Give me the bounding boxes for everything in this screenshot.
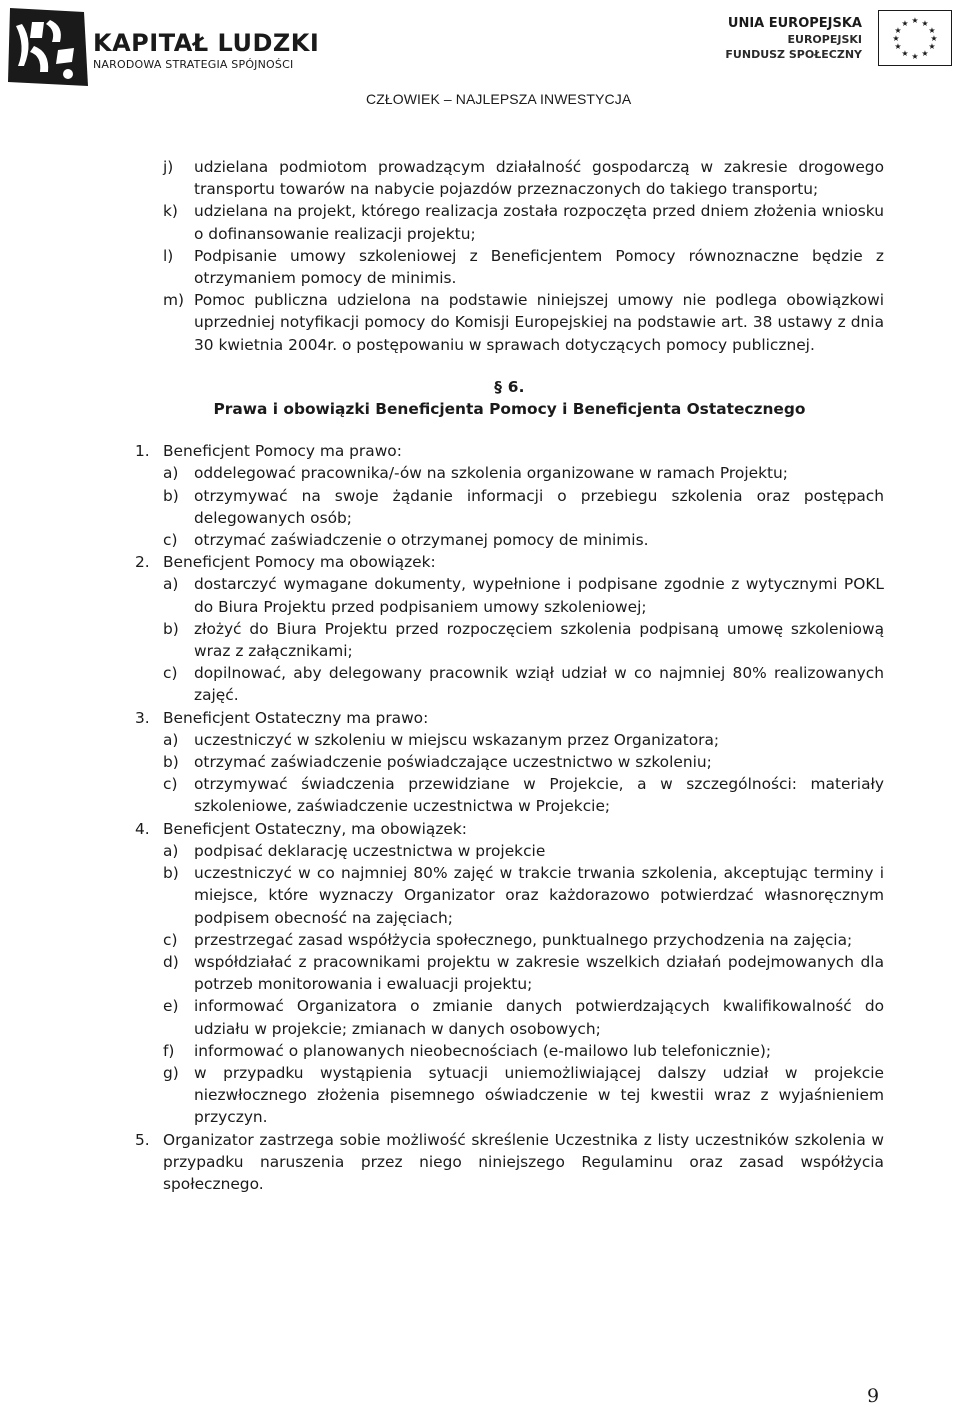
sub-item bbox=[163, 929, 884, 951]
sub-item bbox=[163, 995, 884, 1039]
sub-item bbox=[163, 573, 884, 617]
list-item-text: udzielana podmiotom prowadzącym działalność gospodarczą w zakresie drogowego transportu towarów na nabycie pojazdów przeznaczonych do takiego transportu; bbox=[194, 158, 884, 199]
sub-item-label: c) bbox=[163, 664, 178, 683]
numbered-item-label: 5. bbox=[135, 1130, 150, 1149]
document-body bbox=[135, 156, 884, 1195]
section-title: Prawa i obowiązki Beneficjenta Pomocy i Beneficjenta Ostatecznego bbox=[213, 400, 806, 419]
sub-item-text: informować o planowanych nieobecnościach (e-mailowo lub telefonicznie); bbox=[194, 1041, 772, 1060]
numbered-item-label: 1. bbox=[135, 442, 150, 461]
sub-item-label: c) bbox=[163, 930, 178, 949]
sub-item-text: uczestniczyć w szkoleniu w miejscu wskazanym przez Organizatora; bbox=[194, 730, 720, 749]
sub-item-text: złożyć do Biura Projektu przed rozpoczęciem szkolenia podpisaną umowę szkoleniową wraz z załącznikami; bbox=[194, 619, 884, 661]
kapital-ludzki-title: KAPITAŁ LUDZKI bbox=[93, 29, 320, 57]
list-item bbox=[163, 245, 884, 289]
motto: CZŁOWIEK – NAJLEPSZA INWESTYCJA bbox=[366, 91, 632, 107]
list-item-text: Pomoc publiczna udzielona na podstawie niniejszej umowy nie podlega obowiązkowi uprzedniej notyfikacji pomocy do Komisji Europejskiej na podstawie art. 38 ustawy z dnia 30 kwietnia 2004r. o postępowaniu w sprawach dotyczących pomocy publicznej. bbox=[194, 291, 884, 354]
svg-text:★: ★ bbox=[921, 49, 929, 58]
list-item bbox=[163, 289, 884, 356]
sub-item-text: uczestniczyć w co najmniej 80% zajęć w trakcie trwania szkolenia, akceptując terminy i miejsce, które wyznaczy Organizator oraz każdorazowo potwierdzać własnoręcznym podpisem obecność na zajęciach; bbox=[194, 864, 884, 927]
numbered-item-text: Beneficjent Pomocy ma obowiązek: bbox=[163, 553, 436, 572]
sub-item bbox=[163, 751, 884, 773]
sub-item-text: otrzymać zaświadczenie o otrzymanej pomocy de minimis. bbox=[194, 531, 649, 550]
svg-text:★: ★ bbox=[911, 52, 919, 61]
sub-item-text: współdziałać z pracownikami projektu w zakresie wszelkich działań podejmowanych dla potrzeb monitorowania i ewaluacji projektu; bbox=[194, 952, 884, 994]
sub-item-label: b) bbox=[163, 619, 179, 638]
numbered-item-text: Beneficjent Ostateczny ma prawo: bbox=[163, 708, 429, 727]
svg-text:★: ★ bbox=[911, 16, 919, 25]
list-item-label: k) bbox=[163, 202, 178, 221]
sub-item-text: informować Organizatora o zmianie danych potwierdzających kwalifikowalność do udziału w projekcie; zmianach w danych osobowych; bbox=[194, 997, 884, 1038]
list-item-label: j) bbox=[163, 158, 174, 176]
sub-item-label: e) bbox=[163, 997, 179, 1016]
eu-stars-flag-icon bbox=[878, 10, 952, 66]
sub-item-text: przestrzegać zasad współżycia społecznego, punktualnego przychodzenia na zajęcia; bbox=[194, 930, 853, 949]
sub-item bbox=[163, 773, 884, 817]
list-item-text: udzielana na projekt, którego realizacja została rozpoczęta przed dniem złożenia wniosku o dofinansowanie realizacji projektu; bbox=[194, 202, 884, 243]
numbered-item bbox=[135, 1129, 884, 1196]
numbered-item-label: 2. bbox=[135, 553, 150, 572]
sub-item bbox=[163, 662, 884, 706]
kapital-ludzki-logo-icon bbox=[4, 2, 92, 90]
sub-item-text: otrzymać zaświadczenie poświadczające uczestnictwo w szkoleniu; bbox=[194, 753, 712, 772]
sub-item-text: dopilnować, aby delegowany pracownik wziął udział w co najmniej 80% realizowanych zajęć. bbox=[194, 664, 884, 705]
sub-item bbox=[163, 462, 884, 484]
sub-item-text: w przypadku wystąpienia sytuacji uniemożliwiającej dalszy udział w projekcie niezwłocznego złożenia pisemnego oświadczenie w tej kwestii wraz z wyjaśnieniem przyczyn. bbox=[194, 1063, 884, 1127]
svg-text:★: ★ bbox=[901, 49, 909, 58]
list-item-label: m) bbox=[163, 291, 184, 310]
sub-item bbox=[163, 951, 884, 995]
sub-item bbox=[163, 485, 884, 529]
eu-fund-line2: FUNDUSZ SPOŁECZNY bbox=[725, 48, 862, 61]
numbered-item-label: 3. bbox=[135, 708, 150, 727]
numbered-item-text: Organizator zastrzega sobie możliwość skreślenie Uczestnika z listy uczestników szkolenia w przypadku naruszenia przez niego niniejszego Regulaminu oraz zasad współżycia społecznego. bbox=[163, 1130, 884, 1193]
sub-item bbox=[163, 1040, 884, 1062]
sub-item-text: otrzymywać na swoje żądanie informacji o przebiegu szkolenia oraz postępach delegowanych osób; bbox=[194, 486, 884, 527]
sub-item-label: g) bbox=[163, 1063, 179, 1082]
section-number: § 6. bbox=[494, 377, 525, 396]
sub-item-label: b) bbox=[163, 864, 179, 883]
numbered-item-label: 4. bbox=[135, 819, 150, 838]
sub-item bbox=[163, 618, 884, 662]
svg-text:★: ★ bbox=[928, 26, 936, 35]
eu-fund-line1: EUROPEJSKI bbox=[787, 33, 862, 46]
numbered-item-text: Beneficjent Pomocy ma prawo: bbox=[163, 442, 402, 461]
sub-item-text: podpisać deklarację uczestnictwa w projekcie bbox=[194, 841, 546, 860]
page-number: 9 bbox=[867, 1385, 880, 1407]
sub-item-label: a) bbox=[163, 841, 179, 860]
list-item bbox=[163, 156, 884, 200]
sub-item-label: f) bbox=[163, 1041, 175, 1060]
numbered-item bbox=[135, 818, 884, 840]
svg-text:★: ★ bbox=[928, 42, 936, 51]
sub-item-label: d) bbox=[163, 952, 179, 971]
sub-item bbox=[163, 729, 884, 751]
sub-item-label: a) bbox=[163, 575, 179, 594]
list-item-text: Podpisanie umowy szkoleniowej z Beneficjentem Pomocy równoznaczne będzie z otrzymaniem pomocy de minimis. bbox=[194, 246, 884, 288]
sub-item bbox=[163, 529, 884, 551]
sub-item bbox=[163, 1062, 884, 1129]
sub-item bbox=[163, 840, 884, 862]
sub-item-text: otrzymywać świadczenia przewidziane w Projekcie, a w szczególności: materiały szkoleniowe, zaświadczenie uczestnictwa w Projekcie; bbox=[194, 775, 884, 816]
kapital-ludzki-wordmark bbox=[93, 30, 319, 71]
svg-text:★: ★ bbox=[921, 19, 929, 28]
svg-text:★: ★ bbox=[894, 42, 902, 51]
numbered-item bbox=[135, 551, 884, 573]
sub-item-text: oddelegować pracownika/-ów na szkolenia organizowane w ramach Projektu; bbox=[194, 464, 788, 483]
svg-text:★: ★ bbox=[901, 19, 909, 28]
sub-item-text: dostarczyć wymagane dokumenty, wypełnione i podpisane zgodnie z wytycznymi POKL do Biura Projektu przed podpisaniem umowy szkoleniowej; bbox=[194, 575, 884, 616]
sub-item-label: c) bbox=[163, 775, 178, 794]
sub-item-label: c) bbox=[163, 531, 178, 550]
list-item-label: l) bbox=[163, 246, 174, 265]
kapital-ludzki-subtitle: NARODOWA STRATEGIA SPÓJNOŚCI bbox=[93, 58, 294, 71]
svg-text:★: ★ bbox=[892, 34, 900, 43]
list-item bbox=[163, 200, 884, 244]
sub-item bbox=[163, 862, 884, 929]
sub-item-label: a) bbox=[163, 730, 179, 749]
sub-item-label: a) bbox=[163, 464, 179, 483]
numbered-item bbox=[135, 707, 884, 729]
eu-title: UNIA EUROPEJSKA bbox=[727, 16, 862, 31]
eu-wordmark bbox=[662, 16, 862, 62]
numbered-item bbox=[135, 440, 884, 462]
svg-text:★: ★ bbox=[894, 26, 902, 35]
sub-item-label: b) bbox=[163, 486, 179, 505]
sub-item-label: b) bbox=[163, 753, 179, 772]
svg-text:★: ★ bbox=[930, 34, 938, 43]
numbered-item-text: Beneficjent Ostateczny, ma obowiązek: bbox=[163, 819, 467, 838]
page-header bbox=[0, 0, 960, 110]
